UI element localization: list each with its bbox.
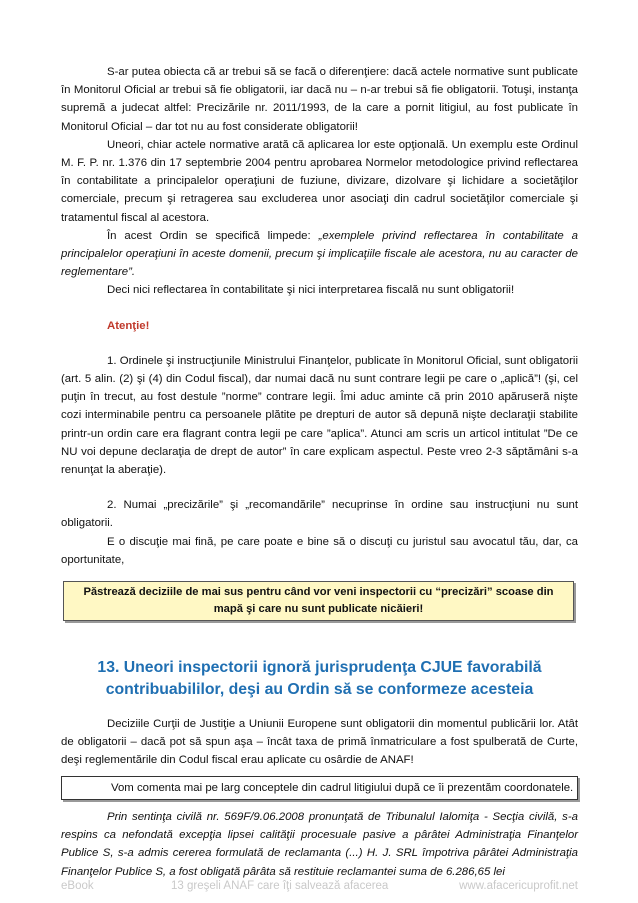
boxed-note [61,776,578,800]
paragraph: Deciziile Curţii de Justiţie a Uniunii Europene sunt obligatorii din momentul publicării lor. Atât de obligatorii – dacă pot să spun aşa – încât taxa de primă înmatriculare a fost spulberată de Curte, deşi reglementările din Codul fiscal erau aplicate cu osârdie de ANAF! [61,718,578,767]
paragraph: 1. Ordinele şi instrucţiunile Ministrului Finanţelor, publicate în Monitorul Oficial, sunt obligatorii (art. 5 alin. (2) şi (4) din Codul fiscal), dar numai dacă nu sunt contrare legii pe care o „aplică”! (şi, cel puţin în trecut, au fost destule ”norme” contrare legii. Îmi aduc aminte că prin 2010 apăruseră nişte cozi interminabile pentru ca persoanele plătite pe drepturi de autor să depună nişte declaraţii stabilite printr-un ordin care era flagrant contra legii pe care ”aplica”. Atunci am scris un articol intitulat ”De ce NU voi depune declaraţia de drept de autor” în care explicam aspectul. Peste vreo 2-3 săptămâni s-a renunţat la aberaţie). [61,354,578,477]
quote-text: „exemplele privind reflectarea în contabilitate a principalelor operaţiuni în aceste domenii, precum şi implicaţiile fiscale ale acestora, nu au caracter de reglementare”. [61,229,578,279]
callout-box: Păstrează deciziile de mai sus pentru când vor veni inspectorii cu “precizări” scoase din mapă şi care nu sunt publicate nicăieri! [63,581,574,621]
paragraph: Prin sentinţa civilă nr. 569F/9.06.2008 pronunţată de Tribunalul Ialomiţa - Secţia civilă, s-a respins ca nefondată excepţia lipsei calităţii procesuale pasive a pârâtei Administraţia Finanţelor Publice S, s-a admis cererea formulată de reclamanta (...) H. J. SRL împotriva pârâtei Administraţia Finanţelor Publice S, a fost obligată pârâta să restituie reclamantei suma de 6.286,65 lei [61,810,578,878]
attention-label: Atenţie! [107,319,150,332]
paragraph: 2. Numai „precizările” şi „recomandările” necuprinse în ordine sau instrucţiuni nu sunt obligatorii. [61,499,578,530]
paragraph: Deci nici reflectarea în contabilitate şi nici interpretarea fiscală nu sunt obligatorii! [107,284,515,297]
page-content [61,63,578,881]
paragraph: S-ar putea obiecta că ar trebui să se facă o diferenţiere: dacă actele normative sunt publicate în Monitorul Oficial ar trebui să fie obligatorii, iar dacă nu – n-ar trebui să fie obligatorii. Totuşi, instanţa supremă a judecat altfel: Precizările nr. 2011/1993, de la care a pornit litigiul, au fost publicate în Monitorul Oficial – dar tot nu au fost considerate obligatorii! [61,66,578,133]
paragraph [61,227,578,282]
paragraph: Uneori, chiar actele normative arată că aplicarea lor este opţională. Un exemplu este Ordinul M. F. P. nr. 1.376 din 17 septembrie 2004 pentru aprobarea Normelor metodologice privind reflectarea în contabilitate a principalelor operaţiuni de fuziune, divizare, dizolvare şi lichidare a societăţilor comerciale, precum şi retragerea sau excluderea unor asociaţi din cadrul societăţilor comerciale şi tratamentul fiscal al acestora. [61,138,578,224]
footer-label: eBook [61,880,94,892]
footer-title: 13 greşeli ANAF care îţi salvează afacerea [171,880,389,892]
boxed-note-text: Vom comenta mai pe larg conceptele din cadrul litigiului după ce îi prezentăm coordonatele. [111,781,574,794]
section-heading: 13. Uneori inspectorii ignoră jurisprudenţa CJUE favorabilă contribuabililor, deşi au Ordin să se conformeze acesteia [97,659,542,699]
paragraph-lead: În acest Ordin se specifică limpede: [107,229,319,242]
paragraph: E o discuţie mai fină, pe care poate e bine să o discuţi cu juristul sau avocatul tău, dar, ca oportunitate, [61,535,578,566]
footer-url[interactable]: www.afacericuprofit.net [459,880,578,892]
